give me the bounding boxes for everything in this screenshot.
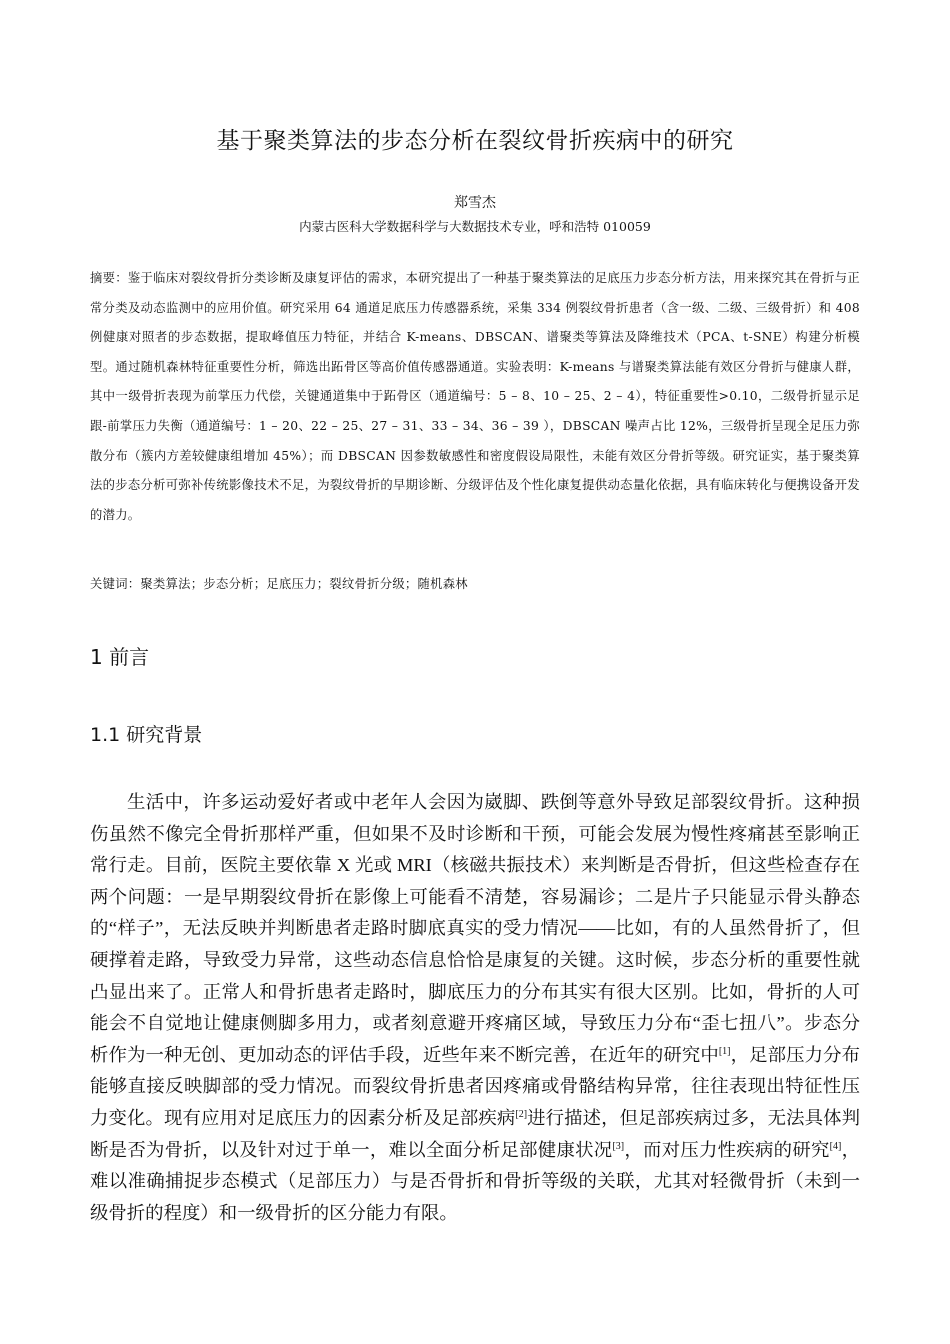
citation: [4] (829, 1140, 842, 1152)
body-text: ，而对压力性疾病的研究 (624, 1139, 830, 1160)
subsection-heading: 1.1 研究背景 (90, 724, 203, 746)
body-text: ，足部压力分布能够直接反映脚部的受力情况。而裂纹骨折患者因疼痛或骨骼结构异常，往往表现出特征性压力变化。现有应用对足底压力的因素分析及足部疾病 (90, 1044, 860, 1128)
section-heading: 1 前言 (90, 645, 150, 669)
body-text: 生活中，许多运动爱好者或中老年人会因为崴脚、跌倒等意外导致足部裂纹骨折。这种损伤虽然不像完全骨折那样严重，但如果不及时诊断和干预，可能会发展为慢性疼痛甚至影响正常行走。目前，医院主要依靠 X 光或 MRI（核磁共振技术）来判断是否骨折，但这些检查存在两个问题：一是早期裂纹骨折在影像上可能看不清楚，容易漏诊；二是片子只能显示骨头静态的“样子”，无法反映并判断患者走路时脚底真实的受力情况——比如，有的人虽然骨折了，但硬撑着走路，导致受力异常，这些动态信息恰恰是康复的关键。这时候，步态分析的重要性就凸显出来了。正常人和骨折患者走路时，脚底压力的分布其实有很大区别。比如，骨折的人可能会不自觉地让健康侧脚多用力，或者刻意避开疼痛区域，导致压力分布“歪七扭八”。步态分析作为一种无创、更加动态的评估手段，近些年来不断完善，在近年的研究中 (90, 792, 860, 1065)
affiliation: 内蒙古医科大学数据科学与大数据技术专业，呼和浩特 010059 (299, 219, 651, 234)
citation: [1] (718, 1045, 731, 1057)
keywords: 关键词：聚类算法；步态分析；足底压力；裂纹骨折分级；随机森林 (90, 577, 468, 591)
body-text: 进行描述，但足部疾病过多，无法具体判断是否为骨折，以及针对过于单一，难以全面分析足部健康状况 (90, 1107, 860, 1160)
paper-title: 基于聚类算法的步态分析在裂纹骨折疾病中的研究 (216, 128, 734, 154)
body-paragraph (90, 787, 860, 1229)
abstract: 摘要：鉴于临床对裂纹骨折分类诊断及康复评估的需求，本研究提出了一种基于聚类算法的足底压力步态分析方法，用来探究其在骨折与正常分类及动态监测中的应用价值。研究采用 64 通道足底压力传感器系统，采集 334 例裂纹骨折患者（含一级、二级、三级骨折）和 408 例健康对照者的步态数据，提取峰值压力特征，并结合 K-means、DBSCAN、谱聚类等算法及降维技术（PCA、t-SNE）构建分析模型。通过随机森林特征重要性分析，筛选出跖骨区等高价值传感器通道。实验表明：K-means 与谱聚类算法能有效区分骨折与健康人群，其中一级骨折表现为前掌压力代偿，关键通道集中于跖骨区（通道编号：5 – 8、10 – 25、2 – 4），特征重要性>0.10，二级骨折显示足跟-前掌压力失衡（通道编号：1 – 20、22 – 25、27 – 31、33 – 34、36 – 39 ），DBSCAN 噪声占比 12%，三级骨折呈现全足压力弥散分布（簇内方差较健康组增加 45%）；而 DBSCAN 因参数敏感性和密度假设局限性，未能有效区分骨折等级。研究证实，基于聚类算法的步态分析可弥补传统影像技术不足，为裂纹骨折的早期诊断、分级评估及个性化康复提供动态量化依据，具有临床转化与便携设备开发的潜力。 (90, 271, 860, 522)
author: 郑雪杰 (454, 195, 496, 211)
citation: [2] (515, 1108, 528, 1120)
citation: [3] (612, 1140, 625, 1152)
body-text: ，难以准确捕捉步态模式（足部压力）与是否骨折和骨折等级的关联，尤其对轻微骨折（未到一级骨折的程度）和一级骨折的区分能力有限。 (90, 1139, 860, 1223)
